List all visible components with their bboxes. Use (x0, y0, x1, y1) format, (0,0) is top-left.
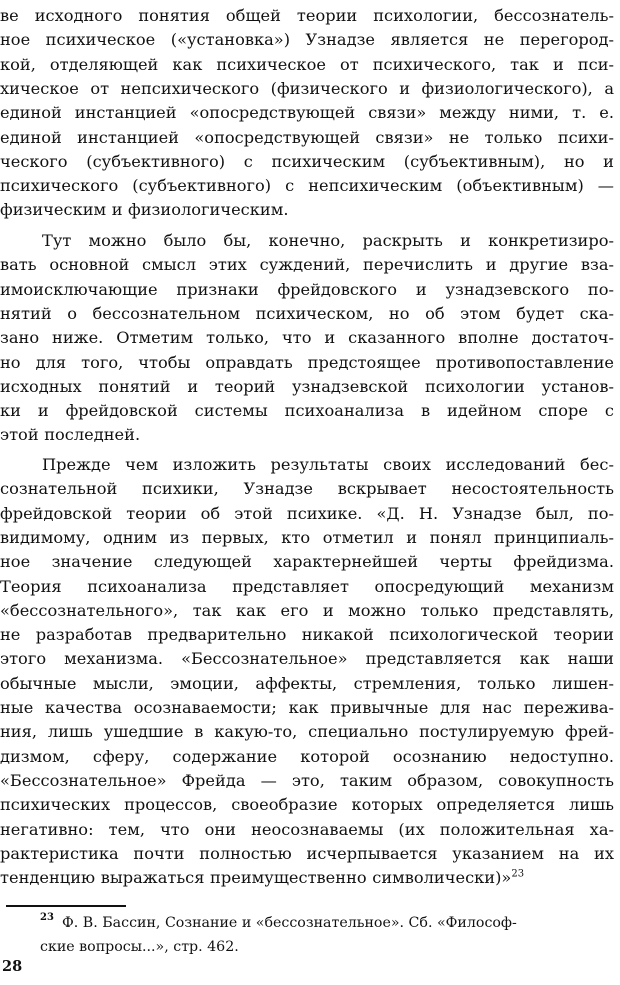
text-line-content: этой последней. (0, 425, 141, 445)
text-line (0, 647, 614, 671)
text-line-content: не разработав предварительно никакой психологической теории (0, 625, 614, 645)
text-line (0, 550, 614, 574)
text-line-content: ческого (субъективного) с психическим (субъективным), но и (0, 151, 614, 171)
footnote-text-line-2: ские вопросы...», стр. 462. (40, 939, 239, 955)
text-line (42, 453, 614, 477)
text-line-content: фрейдовской теории об этой психике. «Д. Н. Узнадзе был, по- (0, 503, 614, 523)
text-line (0, 253, 614, 277)
page-number: 28 (2, 958, 23, 975)
text-line-content: психического (субъективного) с непсихическим (объективным) — (0, 176, 614, 196)
text-line-content: физическим и физиологическим. (0, 200, 289, 220)
footnote-marker: 23 (40, 912, 54, 923)
text-line-content: негативно: тем, что они неосознаваемы (их положительная ха- (0, 819, 614, 839)
text-line (0, 720, 614, 744)
text-line-content: этого механизма. «Бессознательное» представляется как наши (0, 649, 614, 669)
text-line-content: дизмом, сферу, содержание которой осознанию недоступно. (0, 746, 614, 766)
text-line-content: имоисключающие признаки фрейдовского и узнадзевского по- (0, 279, 614, 299)
text-line (0, 623, 614, 647)
text-line (0, 198, 614, 222)
text-line-content: Теория психоанализа представляет опосредующий механизм (0, 576, 614, 596)
text-line (0, 126, 614, 150)
text-line (0, 745, 614, 769)
footnote-reference[interactable]: 23 (511, 868, 525, 880)
text-line (0, 351, 614, 375)
text-line (0, 101, 614, 125)
text-line (0, 866, 614, 890)
footnote-text-line-1: Ф. В. Бассин, Сознание и «бессознательное». Сб. «Философ- (62, 915, 517, 931)
text-line-content: единой инстанцией «опосредствующей связи» не только психи- (0, 127, 614, 147)
text-line-content: обычные мысли, эмоции, аффекты, стремления, только лишен- (0, 673, 614, 693)
text-line-content: зано ниже. Отметим только, что и сказанного вполне достаточ- (0, 328, 614, 348)
text-line-content: ния, лишь ушедшие в какую-то, специально постулируемую фрей- (0, 722, 614, 742)
text-line (0, 477, 614, 501)
text-line-content: рактеристика почти полностью исчерпывается указанием на их (0, 843, 614, 863)
footnote-divider (6, 905, 126, 907)
text-line (0, 302, 614, 326)
text-line (0, 77, 614, 101)
text-line (0, 793, 614, 817)
text-line (0, 672, 614, 696)
text-line (0, 28, 614, 52)
text-line-content: психических процессов, своеобразие которых определяется лишь (0, 795, 614, 815)
text-line (0, 174, 614, 198)
text-line-content: тенденцию выражаться преимущественно символически)» (0, 868, 512, 888)
text-line-content: нятий о бессознательном психическом, но об этом будет ска- (0, 303, 614, 323)
text-line (0, 526, 614, 550)
text-line-content: видимому, одним из первых, кто отметил и понял принципиаль- (0, 527, 614, 547)
text-line-content: хическое от непсихического (физического и физиологического), а (0, 78, 614, 98)
text-line-content: но для того, чтобы оправдать предстоящее противопоставление (0, 352, 614, 372)
text-line (0, 842, 614, 866)
text-line-content: сознательной психики, Узнадзе вскрывает несостоятельность (0, 479, 614, 499)
text-line (42, 229, 614, 253)
text-line (0, 502, 614, 526)
text-line-content: «Бессознательное» Фрейда — это, таким образом, совокупность (0, 770, 614, 790)
text-line-content: Тут можно было бы, конечно, раскрыть и конкретизиро- (42, 231, 614, 250)
text-line-content: ные качества осознаваемости; как привычные для нас пережива- (0, 698, 614, 717)
text-line (0, 53, 614, 77)
text-line-content: исходных понятий и теорий узнадзевской психологии установ- (0, 376, 614, 396)
text-line (0, 575, 614, 599)
text-line (0, 818, 614, 842)
text-line (0, 599, 614, 623)
text-line-content: ки и фрейдовской системы психоанализа в идейном споре с (0, 401, 614, 421)
text-line (0, 423, 614, 447)
text-line-content: вать основной смысл этих суждений, перечислить и другие вза- (0, 255, 614, 275)
text-line (0, 4, 614, 28)
text-line-content: ве исходного понятия общей теории психологии, бессознатель- (0, 6, 614, 25)
text-line-content: ное значение следующей характернейшей черты фрейдизма. (0, 552, 614, 572)
text-line-content: единой инстанцией «опосредствующей связи» между ними, т. е. (0, 103, 614, 123)
text-line (0, 278, 614, 302)
text-line (0, 769, 614, 793)
text-line (0, 375, 614, 399)
text-line-content: Прежде чем изложить результаты своих исследований бес- (42, 455, 614, 474)
text-line (0, 696, 614, 720)
text-line-content: кой, отделяющей как психическое от психического, так и пси- (0, 54, 614, 74)
text-line-content: «бессознательного», так как его и можно только представлять, (0, 600, 614, 620)
text-line-content: ное психическое («установка») Узнадзе является не перегород- (0, 30, 614, 50)
text-line (0, 150, 614, 174)
text-line (0, 399, 614, 423)
text-line (0, 326, 614, 350)
